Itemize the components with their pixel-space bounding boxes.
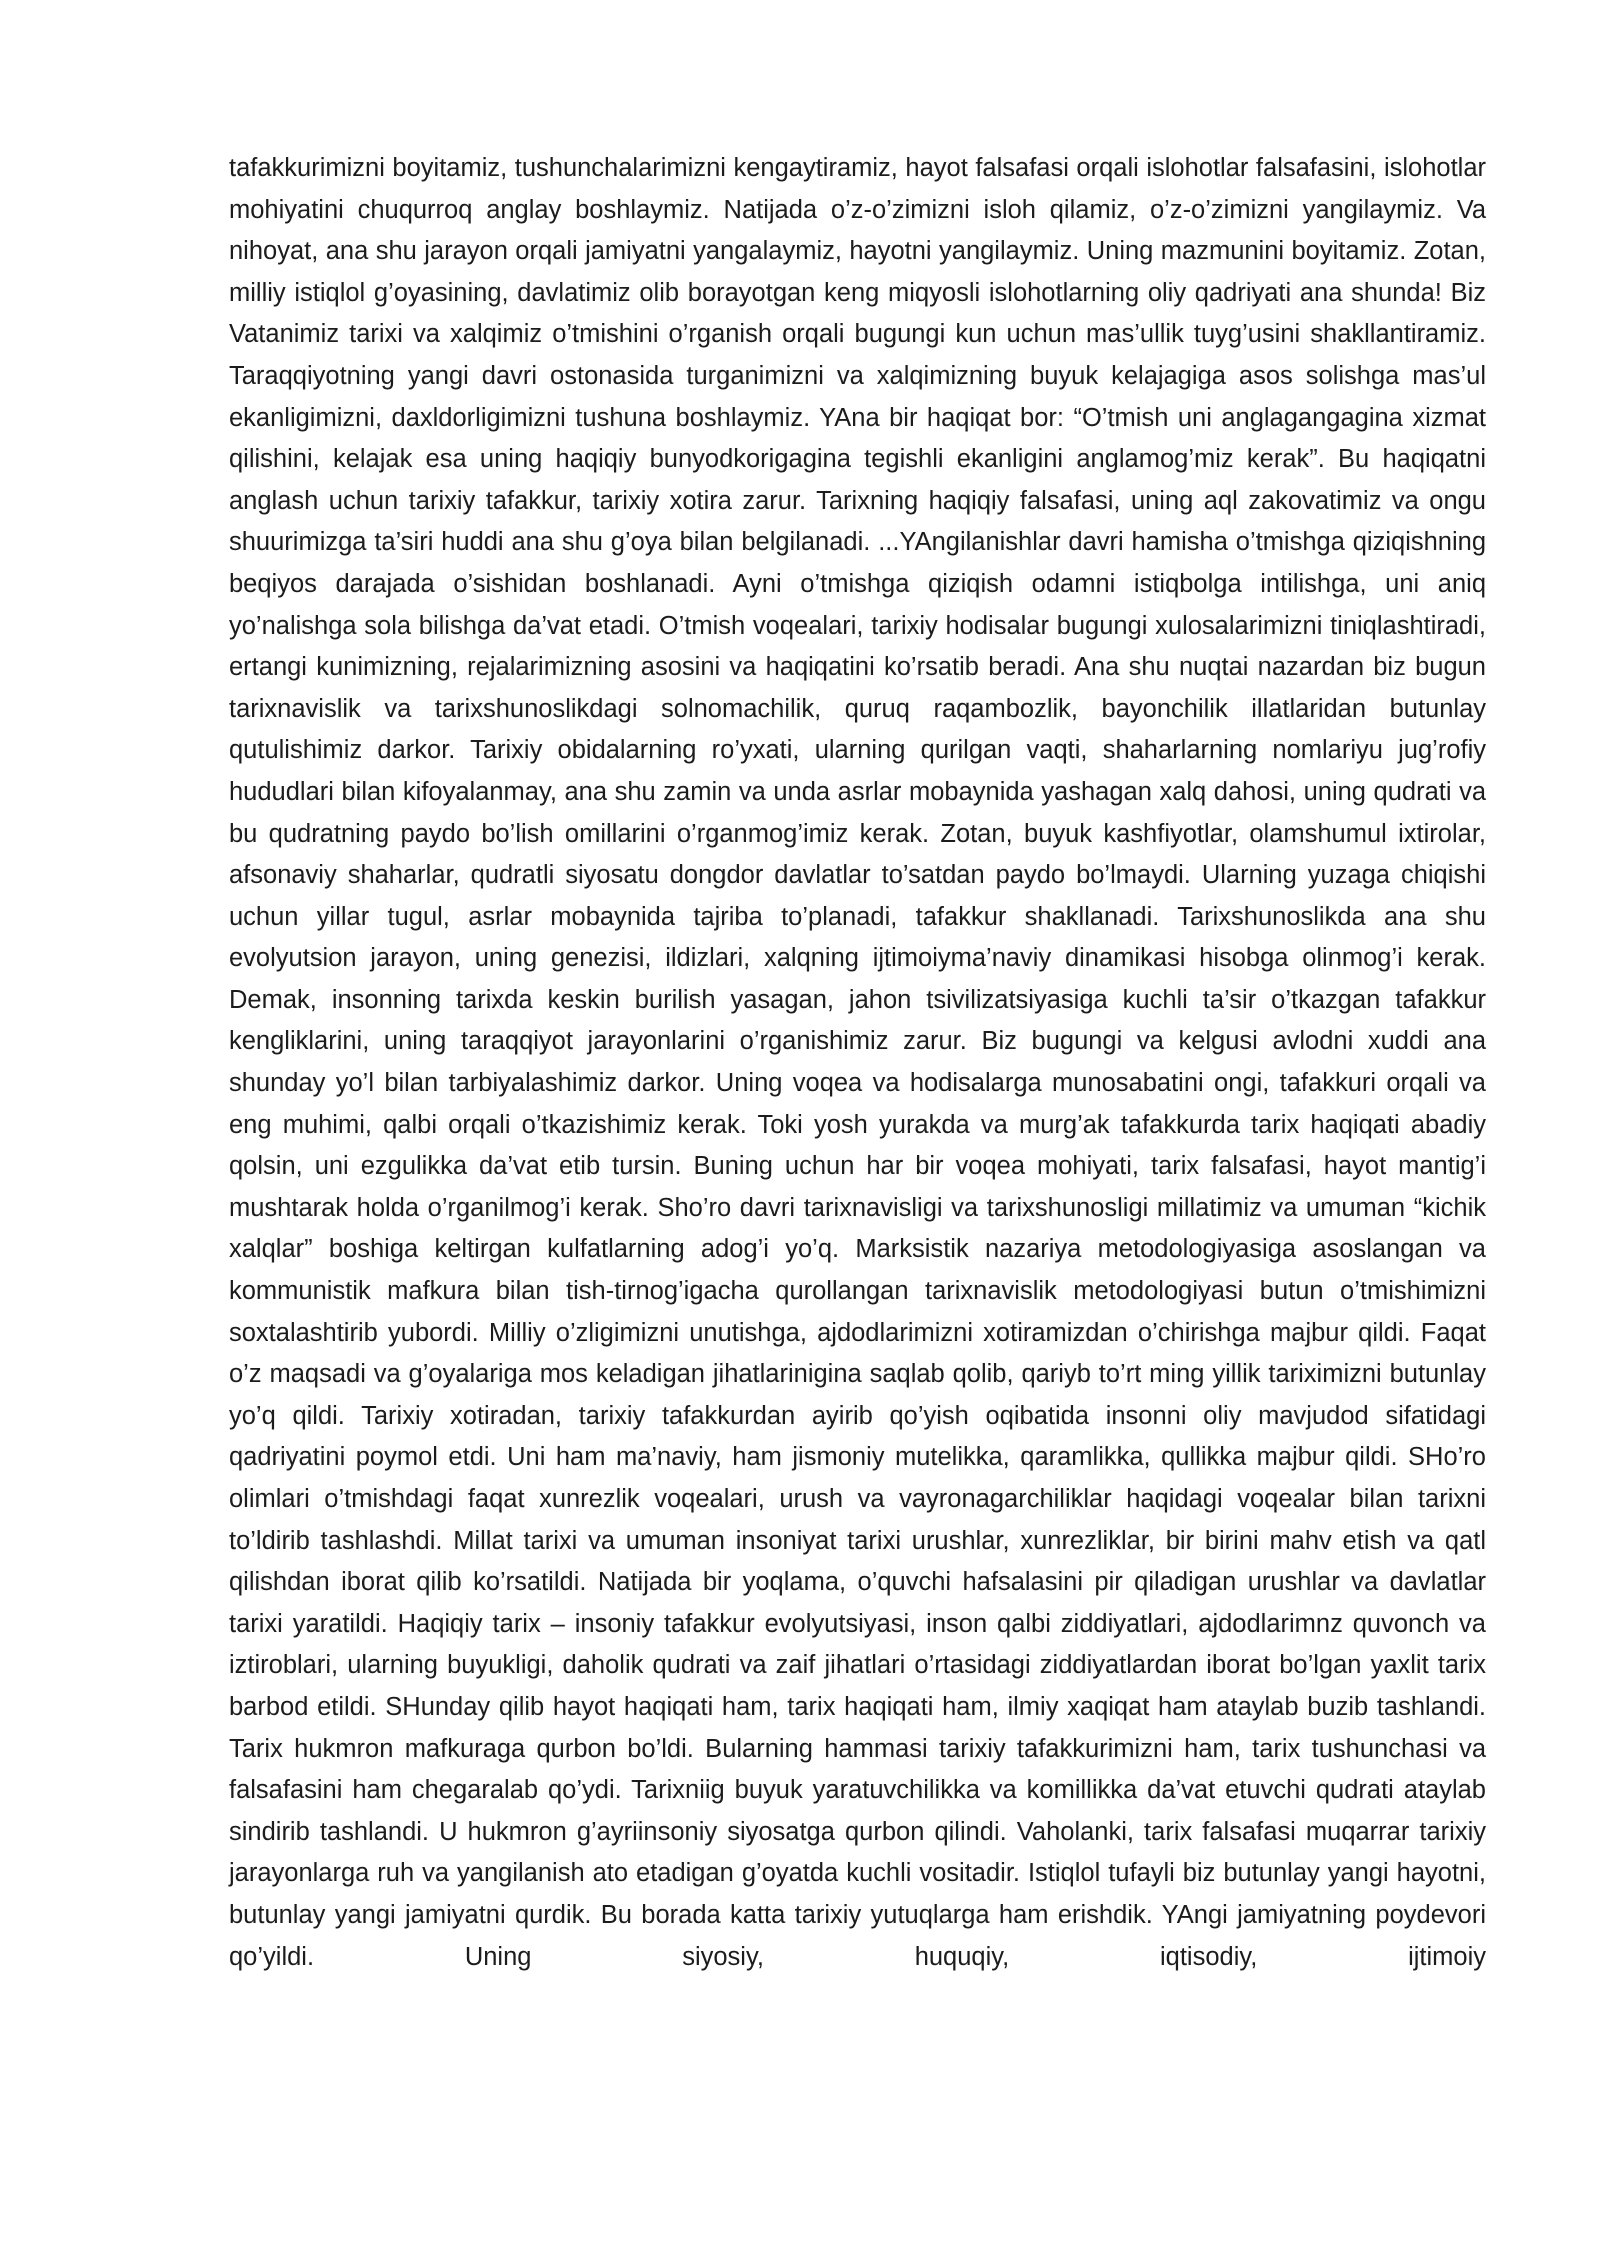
paragraph: tafakkurimizni boyitamiz, tushunchalarimizni kengaytiramiz, hayot falsafasi orqali islohotlar falsafasini, islohotlar mohiyatini chuqurroq anglay boshlaymiz. Natijada o’z-o’zimizni isloh qilamiz, o’z-o’zimizni yangilaymiz. Va nihoyat, ana shu jarayon orqali jamiyatni yangalaymiz, hayotni yangilaymiz. Uning mazmunini boyitamiz. Zotan, milliy istiqlol g’oyasining, davlatimiz olib borayotgan keng miqyosli islohotlarning oliy qadriyati ana shunda! Biz Vatanimiz tarixi va xalqimiz o’tmishini o’rganish orqali bugungi kun uchun mas’ullik tuyg’usini shakllantiramiz. Taraqqiyotning yangi davri ostonasida turganimizni va xalqimizning buyuk kelajagiga asos solishga mas’ul ekanligimizni, daxldorligimizni tushuna boshlaymiz. YAna bir haqiqat bor: “O’tmish uni anglagangagina xizmat qilishini, kelajak esa uning haqiqiy bunyodkorigagina tegishli ekanligini anglamog’miz kerak”. Bu haqiqatni anglash uchun tarixiy tafakkur, tarixiy xotira zarur. Tarixning haqiqiy falsafasi, uning aql zakovatimiz va ongu shuurimizga ta’siri huddi ana shu g’oya bilan belgilanadi. ...YAngilanishlar davri hamisha o’tmishga qiziqishning beqiyos darajada o’sishidan boshlanadi. Ayni o’tmishga qiziqish odamni istiqbolga intilishga, uni aniq yo’nalishga sola bilishga da’vat etadi. O’tmish voqealari, tarixiy hodisalar bugungi xulosalarimizni tiniqlashtiradi, ertangi kunimizning, rejalarimizning asosini va haqiqatini ko’rsatib beradi. Ana shu nuqtai nazardan biz bugun tarixnavislik va tarixshunoslikdagi solnomachilik, quruq raqambozlik, bayonchilik illatlaridan butunlay qutulishimiz darkor. Tarixiy obidalarning ro’yxati, ularning qurilgan vaqti, shaharlarning nomlariyu jug’rofiy hududlari bilan kifoyalanmay, ana shu zamin va unda asrlar mobaynida yashagan xalq dahosi, uning qudrati va bu qudratning paydo bo’lish omillarini o’rganmog’imiz kerak. Zotan, buyuk kashfiyotlar, olamshumul ixtirolar, afsonaviy shaharlar, qudratli siyosatu dongdor davlatlar to’satdan paydo bo’lmaydi. Ularning yuzaga chiqishi uchun yillar tugul, asrlar mobaynida tajriba to’planadi, tafakkur shakllanadi. Tarixshunoslikda ana shu evolyutsion jarayon, uning genezisi, ildizlari, xalqning ijtimoiyma’naviy dinamikasi hisobga olinmog’i kerak. Demak, insonning tarixda keskin burilish yasagan, jahon tsivilizatsiyasiga kuchli ta’sir o’tkazgan tafakkur kengliklarini, uning taraqqiyot jarayonlarini o’rganishimiz zarur. Biz bugungi va kelgusi avlodni xuddi ana shunday yo’l bilan tarbiyalashimiz darkor. Uning voqea va hodisalarga munosabatini ongi, tafakkuri orqali va eng muhimi, qalbi orqali o’tkazishimiz kerak. Toki yosh yurakda va murg’ak tafakkurda tarix haqiqati abadiy qolsin, uni ezgulikka da’vat etib tursin. Buning uchun har bir voqea mohiyati, tarix falsafasi, hayot mantig’i mushtarak holda o’rganilmog’i kerak. Sho’ro davri tarixnavisligi va tarixshunosligi millatimiz va umuman “kichik xalqlar” boshiga keltirgan kulfatlarning adog’i yo’q. Marksistik nazariya metodologiyasiga asoslangan va kommunistik mafkura bilan tish-tirnog’igacha qurollangan tarixnavislik metodologiyasi butun o’tmishimizni soxtalashtirib yubordi. Milliy o’zligimizni unutishga, ajdodlarimizni xotiramizdan o’chirishga majbur qildi. Faqat o’z maqsadi va g’oyalariga mos keladigan jihatlarinigina saqlab qolib, qariyb to’rt ming yillik tariximizni butunlay yo’q qildi. Tarixiy xotiradan, tarixiy tafakkurdan ayirib qo’yish oqibatida insonni oliy mavjudod sifatidagi qadriyatini poymol etdi. Uni ham ma’naviy, ham jismoniy mutelikka, qaramlikka, qullikka majbur qildi. SHo’ro olimlari o’tmishdagi faqat xunrezlik voqealari, urush va vayronagarchiliklar haqidagi voqealar bilan tarixni to’ldirib tashlashdi. Millat tarixi va umuman insoniyat tarixi urushlar, xunrezliklar, bir birini mahv etish va qatl qilishdan iborat qilib ko’rsatildi. Natijada bir yoqlama, o’quvchi hafsalasini pir qiladigan urushlar va davlatlar tarixi yaratildi. Haqiqiy tarix – insoniy tafakkur evolyutsiyasi, inson qalbi ziddiyatlari, ajdodlarimnz quvonch va iztiroblari, ularning buyukligi, daholik qudrati va zaif jihatlari o’rtasidagi ziddiyatlardan iborat bo’lgan yaxlit tarix barbod etildi. SHunday qilib hayot haqiqati ham, tarix haqiqati ham, ilmiy xaqiqat ham ataylab buzib tashlandi. Tarix hukmron mafkuraga qurbon bo’ldi. Bularning hammasi tarixiy tafakkurimizni ham, tarix tushunchasi va falsafasini ham chegaralab qo’ydi. Tarixniig buyuk yaratuvchilikka va komillikka da’vat etuvchi qudrati ataylab sindirib tashlandi. U hukmron g’ayriinsoniy siyosatga qurbon qilindi. Vaholanki, tarix falsafasi muqarrar tarixiy jarayonlarga ruh va yangilanish ato etadigan g’oyatda kuchli vositadir. Istiqlol tufayli biz butunlay yangi hayotni, butunlay yangi jamiyatni qurdik. Bu borada katta tarixiy yutuqlarga ham erishdik. YAngi jamiyatning poydevori qo’yildi. Uning siyosiy, huquqiy, iqtisodiy, ijtimoiy bbox=[229, 154, 1486, 1971]
body-text bbox=[229, 148, 1486, 1978]
